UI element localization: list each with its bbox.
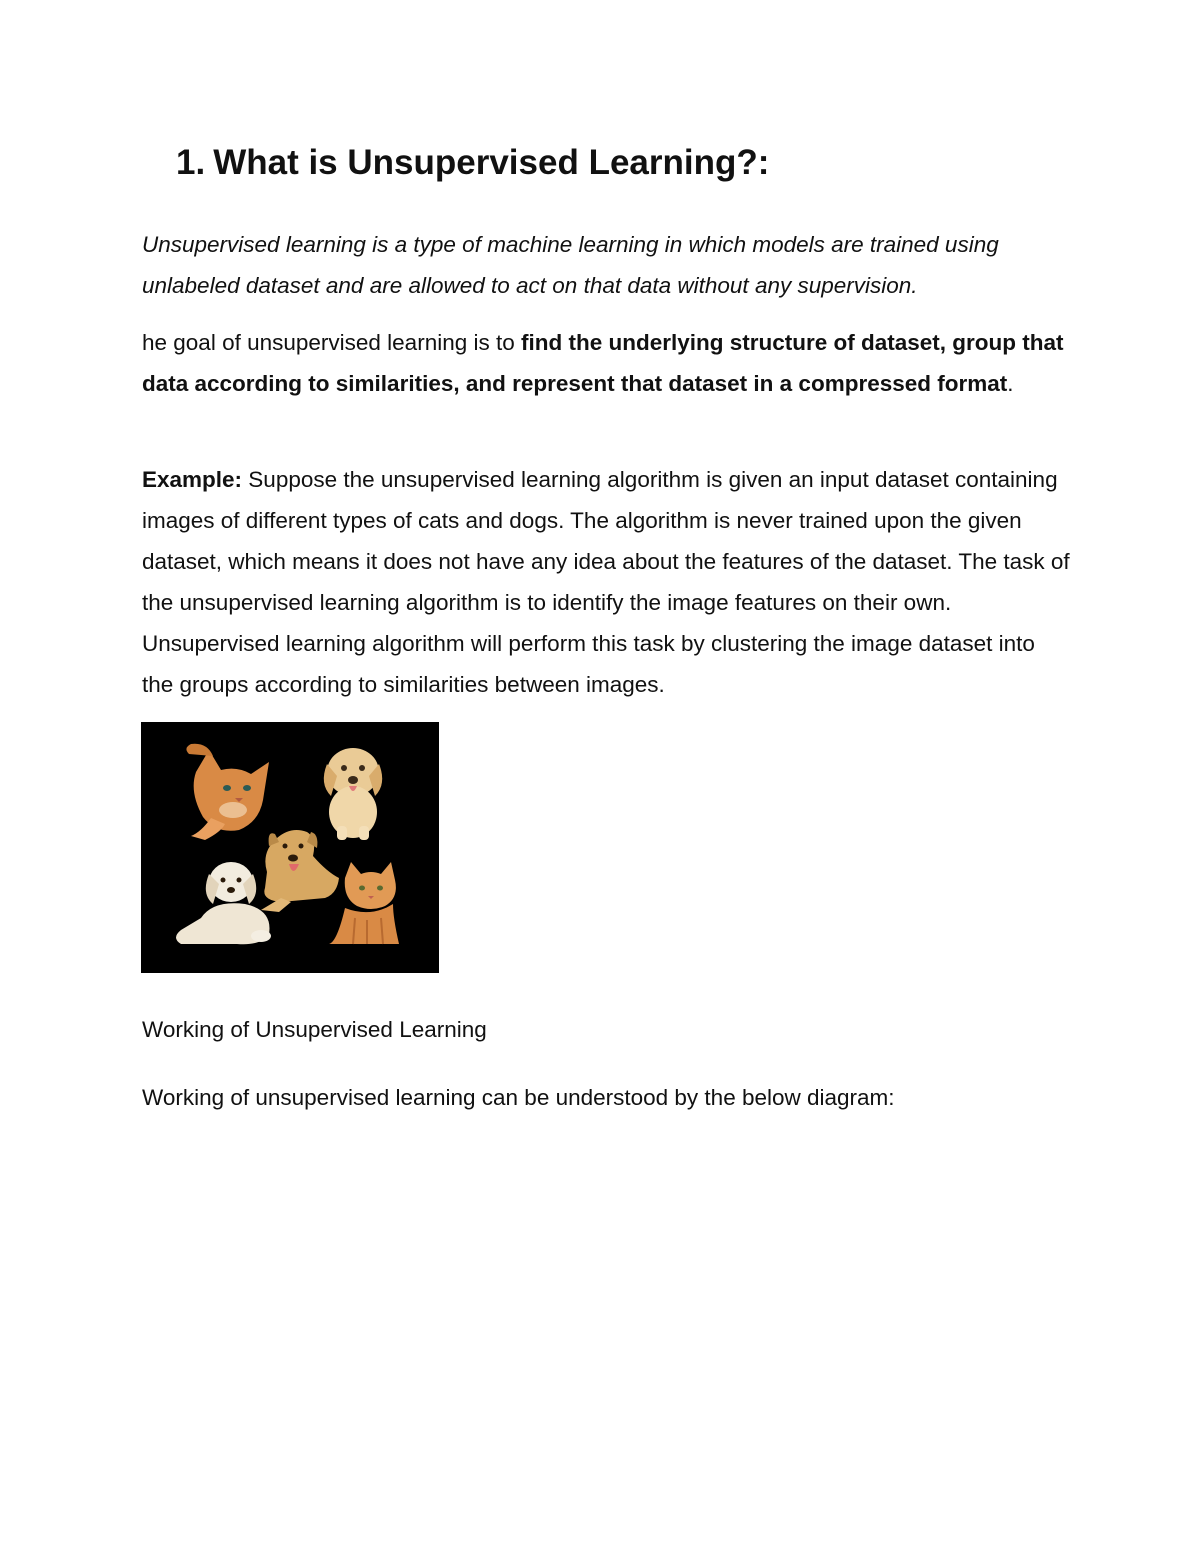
heading-text: What is Unsupervised Learning?:: [213, 143, 770, 182]
heading-number: 1.: [176, 143, 206, 182]
goal-bold-text: find the underlying structure of dataset, group that data according to similarities, and represent that dataset in a compressed format: [142, 330, 1064, 396]
intro-paragraph: [142, 224, 1072, 306]
example-text: Suppose the unsupervised learning algorithm is given an input dataset containing images of different types of cats and dogs. The algorithm is never trained upon the given dataset, which means it does not have any idea about the features of the dataset. The task of the unsupervised learning algorithm is to identify the image features on their own. Unsupervised learning algorithm will perform this task by clustering the image dataset into the groups according to similarities between images.: [142, 467, 1070, 697]
working-description: Working of unsupervised learning can be understood by the below diagram:: [142, 1085, 895, 1110]
intro-line-1: Unsupervised learning is a type of machine learning in which models are trained using: [142, 232, 999, 257]
working-section-title: Working of Unsupervised Learning: [142, 1017, 487, 1042]
cats-and-dogs-image: [141, 722, 439, 973]
goal-suffix: .: [1007, 371, 1014, 396]
intro-line-2: unlabeled dataset and are allowed to act on that data without any supervision.: [142, 273, 918, 298]
page-title: [176, 140, 769, 186]
example-paragraph: [142, 459, 1072, 705]
example-label: Example:: [142, 467, 243, 492]
goal-prefix: he goal of unsupervised learning is to: [142, 330, 521, 355]
goal-paragraph: [142, 322, 1072, 404]
